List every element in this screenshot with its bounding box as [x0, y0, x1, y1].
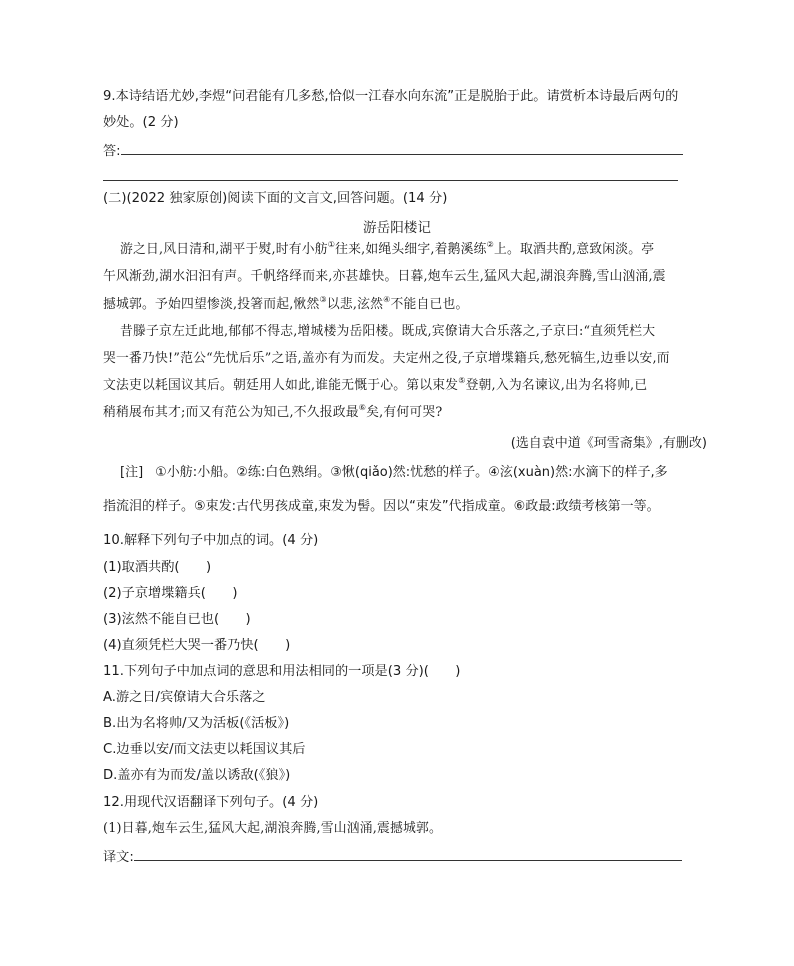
notes-line2: 指流泪的样子。⑤束发:古代男孩成童,束发为髻。因以“束发”代指成童。⑥政最:政绩考核第一等。 [103, 499, 660, 514]
section2-heading: (二)(2022 独家原创)阅读下面的文言文,回答问题。(14 分) [103, 191, 448, 206]
note-marker-1: ① [327, 240, 336, 249]
passage-p1-line3 [103, 296, 469, 314]
q12-translation-label: 译文: [103, 850, 134, 865]
q10-stem: 10.解释下列句子中加点的词。(4 分) [103, 533, 319, 548]
note-marker-4: ④ [383, 295, 391, 304]
p1-text: 往来,如绳头细字,着鹅溪练 [335, 242, 487, 257]
note-marker-5: ⑤ [458, 376, 466, 385]
notes-line1 [120, 464, 668, 482]
q11-option-a[interactable]: A.游之日/宾僚请大合乐落之 [103, 690, 266, 705]
notes-label: [注] [120, 465, 144, 480]
q9-answer-blank[interactable] [121, 140, 683, 155]
notes-text: ①小舫:小船。②练:白色熟绢。③愀(qiǎo)然:忧愁的样子。④泫(xuàn)然:水滴下的样子,多 [155, 465, 668, 480]
q9-answer-row [103, 140, 683, 161]
q9-answer-blank-2[interactable] [103, 180, 678, 181]
p2-text: 矣,有何可哭? [366, 405, 443, 420]
q11-stem: 11.下列句子中加点词的意思和用法相同的一项是(3 分)( ) [103, 664, 461, 679]
passage-p2-line4 [103, 404, 442, 422]
p1-text: 以悲,泫然 [326, 297, 384, 312]
passage-p2-line2: 哭一番乃快!”范公“先忧后乐”之语,盖亦有为而发。夫定州之役,子京增堞籍兵,愁死犒生,边垂以安,而 [103, 351, 670, 366]
q9-answer-label: 答: [103, 144, 121, 159]
q12-translation-row [103, 846, 682, 867]
q11-option-c[interactable]: C.边垂以安/而文法吏以耗国议其后 [103, 742, 306, 757]
q12-item-1: (1)日暮,炮车云生,猛风大起,湖浪奔腾,雪山汹涌,震撼城郭。 [103, 821, 442, 836]
passage-p1-line1 [120, 241, 654, 259]
q9-line2: 妙处。(2 分) [103, 115, 179, 130]
q10-item-4: (4)直须凭栏大哭一番乃快( ) [103, 638, 291, 653]
p1-text: 上。取酒共酌,意致闲淡。亭 [494, 242, 655, 257]
passage-p2-line1: 昔滕子京左迁此地,郁郁不得志,增城楼为岳阳楼。既成,宾僚请大合乐落之,子京曰:“直须凭栏大 [120, 324, 656, 339]
p2-text: 稍稍展布其才;而又有范公为知己,不久报政最 [103, 405, 359, 420]
q11-option-b[interactable]: B.出为名将帅/又为活板(《活板》) [103, 716, 290, 731]
passage-p1-line2: 午风渐劲,湖水汩汩有声。千帆络绎而来,亦甚雄快。日暮,炮车云生,猛风大起,湖浪奔腾,雪山汹涌,震 [103, 269, 666, 284]
q10-item-3: (3)泫然不能自已也( ) [103, 612, 251, 627]
q10-item-2: (2)子京增堞籍兵( ) [103, 586, 238, 601]
passage-source: (选自袁中道《珂雪斋集》,有删改) [510, 436, 707, 451]
note-marker-3: ③ [319, 295, 327, 304]
note-marker-2: ② [486, 240, 495, 249]
q12-translation-blank[interactable] [134, 846, 682, 861]
p2-text: 登朝,入为名谏议,出为名将帅,已 [465, 378, 648, 393]
p2-text: 文法吏以耗国议其后。朝廷用人如此,谁能无慨于心。第以束发 [103, 378, 459, 393]
q12-stem: 12.用现代汉语翻译下列句子。(4 分) [103, 795, 319, 810]
passage-title: 游岳阳楼记 [363, 220, 431, 236]
passage-p2-line3 [103, 377, 647, 395]
note-marker-6: ⑥ [358, 403, 367, 412]
p1-text: 游之日,风日清和,湖平于熨,时有小舫 [120, 242, 328, 257]
q11-option-d[interactable]: D.盖亦有为而发/盖以诱敌(《狼》) [103, 768, 291, 783]
p1-text: 撼城郭。予始四望惨淡,投箸而起,愀然 [103, 297, 320, 312]
q9-line1: 9.本诗结语尤妙,李煜“问君能有几多愁,恰似一江春水向东流”正是脱胎于此。请赏析本诗最后两句的 [103, 89, 679, 104]
p1-text: 不能自已也。 [390, 297, 469, 312]
q10-item-1: (1)取酒共酌( ) [103, 560, 212, 575]
